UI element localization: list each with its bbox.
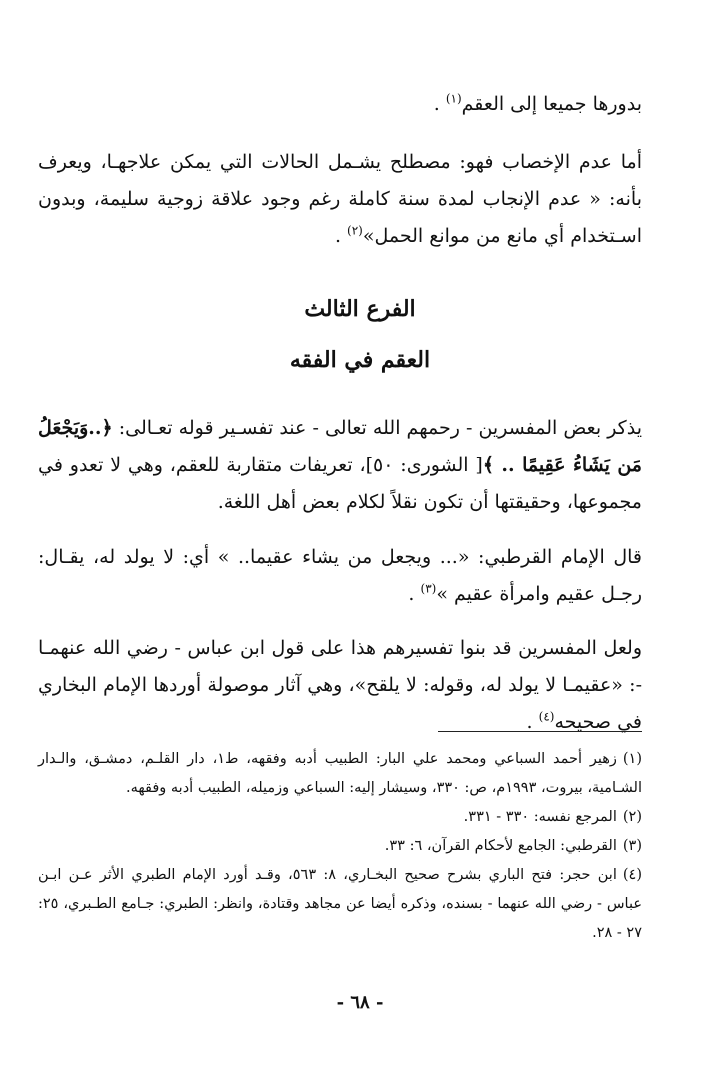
footnote-number: (٤): [622, 867, 642, 883]
paragraph-4-text: قال الإمام القرطبي: «... ويجعل من يشاء عقيما.. » أي: لا يولد له، يقـال: رجـل عقيم وامرأة عقيم »: [38, 546, 642, 605]
footnote-ref-3[interactable]: (٣): [420, 581, 437, 596]
footnote-item: [38, 803, 642, 832]
footnote-ref-4[interactable]: (٤): [538, 709, 555, 724]
footnote-number: (١): [622, 751, 642, 767]
paragraph-4: قال الإمام القرطبي: «... ويجعل من يشاء عقيما.. » أي: لا يولد له، يقـال: رجـل عقيم وامرأة عقيم »$^{(٣)}$ .: [38, 546, 642, 605]
paragraph-5: ولعل المفسرين قد بنوا تفسيرهم هذا على قول ابن عباس - رضي الله عنهمـا -: «عقيمـا لا يولد له، وقوله: لا يلقح»، وهي آثار موصولة أوردها الإمام البخاري في صحيحه$^{(٤)}$ .: [38, 637, 642, 733]
paragraph-5-text: ولعل المفسرين قد بنوا تفسيرهم هذا على قول ابن عباس - رضي الله عنهمـا -: «عقيمـا لا يولد له، وقوله: لا يلقح»، وهي آثار موصولة أوردها الإمام البخاري في صحيحه: [38, 637, 642, 733]
footnote-separator: [438, 731, 642, 732]
footnote-ref-2[interactable]: (٢): [347, 223, 363, 238]
footnote-number: (٢): [622, 809, 642, 825]
footnote-text: زهير أحمد السباعي ومحمد علي البار: الطبيب أدبه وفقهه، ط١، دار القلـم، دمشـق، والـدار الشـامية، بيروت، ١٩٩٣م، ص: ٣٣٠، وسيشار إليه: السباعي وزميله، الطبيب أدبه وفقهه.: [38, 751, 642, 796]
quran-verse: ﴿..وَيَجْعَلُ مَن يَشَاءُ عَقِيمًا .. ﴾: [38, 417, 642, 476]
footnote-text: القرطبي: الجامع لأحكام القرآن، ٦: ٣٣.: [384, 838, 617, 854]
footnotes-list: [38, 745, 642, 948]
paragraph-1: بدورها جميعا إلى العقم$^{(١)}$ .: [433, 91, 642, 115]
paragraph-1-text: بدورها جميعا إلى العقم: [461, 93, 642, 115]
page-number: - ٦٨ -: [336, 992, 384, 1013]
section-heading: الفرع الثالث: [304, 296, 416, 322]
section-subheading: العقم في الفقه: [289, 347, 431, 373]
paragraph-3-text-b: [ الشورى: ٥٠]، تعريفات متقاربة للعقم، وهي لا تعدو في مجموعها، وحقيقتها أن تكون نقلاً لكلام بعض أهل اللغة.: [38, 454, 642, 513]
paragraph-3-text-a: يذكر بعض المفسرين - رحمهم الله تعالى - عند تفسـير قوله تعـالى:: [112, 417, 642, 439]
footnote-ref-1[interactable]: (١): [445, 91, 462, 106]
footnote-item: [38, 832, 642, 861]
footnote-item: [38, 745, 642, 803]
paragraph-2: أما عدم الإخصاب فهو: مصطلح يشـمل الحالات التي يمكن علاجهـا، ويعرف بأنه: « عدم الإنجاب لمدة سنة كاملة رغم وجود علاقة زوجية سليمة، وبدون اسـتخدام أي مانع من موانع الحمل»$^{(٢)}$ .: [38, 151, 642, 247]
footnote-text: ابن حجر: فتح الباري بشرح صحيح البخـاري، ٨: ٥٦٣، وقـد أورد الإمام الطبري الأثر عـن ابـن عباس - رضي الله عنهما - بسنده، وذكره أيضا عن مجاهد وقتادة، وانظر: الطبري: جـامع الطـبري، ٢٥: ٢٧ - ٢٨.: [38, 867, 642, 941]
paragraph-3: [38, 410, 642, 521]
paragraph-2-text: أما عدم الإخصاب فهو: مصطلح يشـمل الحالات التي يمكن علاجهـا، ويعرف بأنه: « عدم الإنجاب لمدة سنة كاملة رغم وجود علاقة زوجية سليمة، وبدون اسـتخدام أي مانع من موانع الحمل»: [38, 151, 642, 247]
footnote-text: المرجع نفسه: ٣٣٠ - ٣٣١.: [463, 809, 617, 825]
footnote-item: [38, 861, 642, 948]
footnote-number: (٣): [622, 838, 642, 854]
